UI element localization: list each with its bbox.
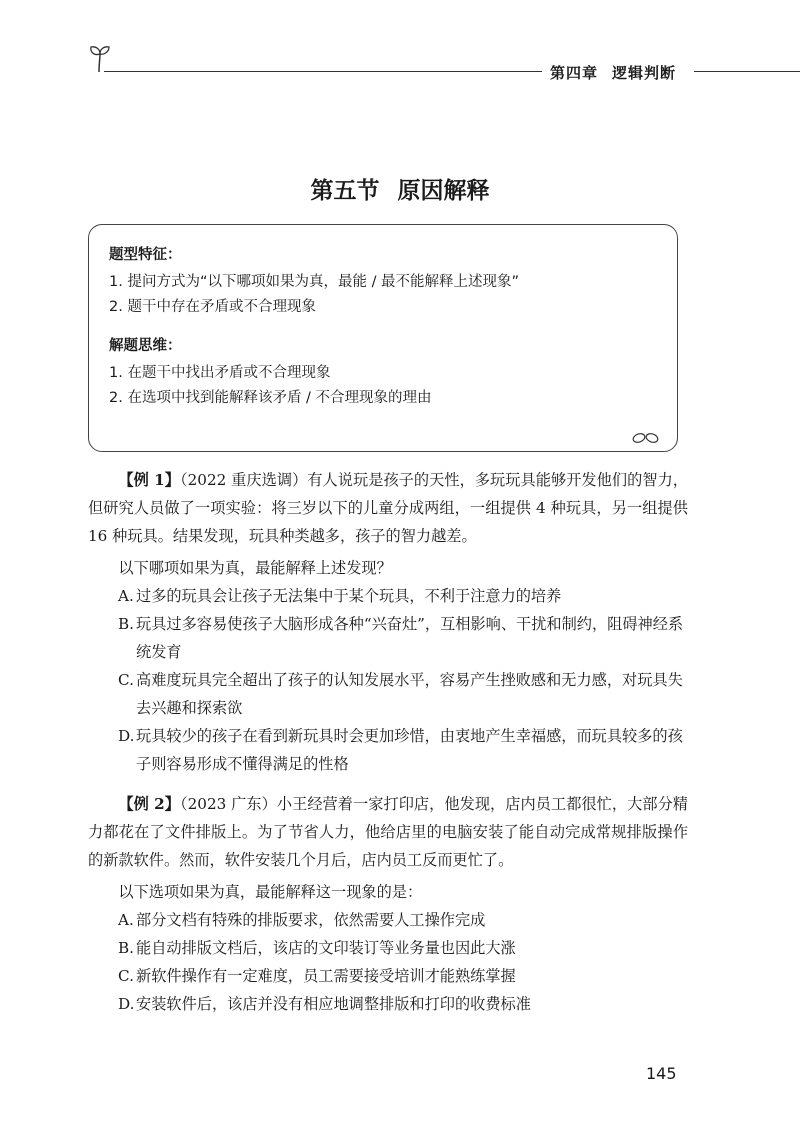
option-c	[88, 666, 688, 722]
example-question: 以下选项如果为真，最能解释这一现象的是：	[118, 883, 423, 901]
example-source: （2022 重庆选调）	[180, 471, 308, 489]
option-letter: D.	[118, 727, 135, 745]
option-text: 部分文档有特殊的排版要求，依然需要人工操作完成	[136, 911, 486, 929]
approach-item: 2. 在选项中找到能解释该矛盾 / 不合理现象的理由	[109, 390, 432, 406]
example-tag: 【例 1】	[118, 471, 181, 489]
option-letter: A.	[118, 587, 134, 605]
option-text: 高难度玩具完全超出了孩子的认知发展水平，容易产生挫败感和无力感，对玩具失去兴趣和探索欲	[136, 671, 683, 717]
page-number: 145	[646, 1064, 677, 1083]
option-letter: B.	[118, 615, 134, 633]
chapter-number: 第四章	[550, 64, 599, 82]
option-c	[88, 962, 688, 990]
option-b	[88, 610, 688, 666]
feature-item: 2. 题干中存在矛盾或不合理现象	[109, 299, 316, 315]
tip-box	[88, 224, 678, 452]
approach-group	[109, 334, 657, 411]
option-a	[88, 582, 688, 610]
example-2	[88, 790, 688, 1018]
option-letter: C.	[118, 671, 134, 689]
option-text: 能自动排版文档后，该店的文印装订等业务量也因此大涨	[136, 939, 516, 957]
option-text: 新软件操作有一定难度，员工需要接受培训才能熟练掌握	[136, 967, 516, 985]
approach-item: 1. 在题干中找出矛盾或不合理现象	[109, 365, 331, 381]
example-stem	[88, 466, 688, 550]
option-text: 过多的玩具会让孩子无法集中于某个玩具，不利于注意力的培养	[136, 587, 562, 605]
option-d	[88, 722, 688, 778]
option-text: 玩具过多容易使孩子大脑形成各种“兴奋灶”，互相影响、干扰和制约，阻碍神经系统发育	[136, 615, 684, 661]
option-letter: C.	[118, 967, 134, 985]
section-name: 原因解释	[397, 177, 490, 204]
features-group	[109, 243, 657, 320]
section-title	[0, 172, 800, 205]
option-b	[88, 934, 688, 962]
features-label: 题型特征：	[109, 247, 182, 263]
example-1	[88, 466, 688, 778]
section-number: 第五节	[310, 177, 380, 204]
chapter-title: 逻辑判断	[612, 64, 677, 82]
option-d	[88, 990, 688, 1018]
sprout-icon	[88, 40, 112, 74]
option-a	[88, 906, 688, 934]
option-text: 玩具较少的孩子在看到新玩具时会更加珍惜，由衷地产生幸福感，而玩具较多的孩子则容易形成不懂得满足的性格	[136, 727, 683, 773]
example-question: 以下哪项如果为真，最能解释上述发现？	[118, 559, 392, 577]
option-letter: B.	[118, 939, 134, 957]
example-source: （2023 广东）	[180, 795, 277, 813]
option-text: 安装软件后，该店并没有相应地调整排版和打印的收费标准	[136, 995, 531, 1013]
example-stem	[88, 790, 688, 874]
example-stem-text: 小王经营着一家打印店，他发现，店内员工都很忙，大部分精力都花在了文件排版上。为了节省人力，他给店里的电脑安装了能自动完成常规排版操作的新款软件。然而，软件安装几个月后，店内员工反而更忙了。	[88, 795, 688, 869]
option-letter: A.	[118, 911, 134, 929]
example-tag: 【例 2】	[118, 795, 181, 813]
page-header	[88, 40, 800, 90]
header-rule	[694, 71, 800, 72]
feature-item: 1. 提问方式为“以下哪项如果为真，最能 / 最不能解释上述现象”	[109, 274, 520, 290]
example-stem-text: 有人说玩是孩子的天性，多玩玩具能够开发他们的智力，但研究人员做了一项实验：将三岁以下的儿童分成两组，一组提供 4 种玩具，另一组提供 16 种玩具。结果发现，玩具种类越多，孩子的智力越差。	[88, 471, 688, 545]
leaf-ornament-icon	[631, 431, 661, 445]
running-header	[550, 62, 676, 83]
approach-label: 解题思维：	[109, 338, 182, 354]
option-letter: D.	[118, 995, 135, 1013]
header-rule	[104, 71, 542, 72]
